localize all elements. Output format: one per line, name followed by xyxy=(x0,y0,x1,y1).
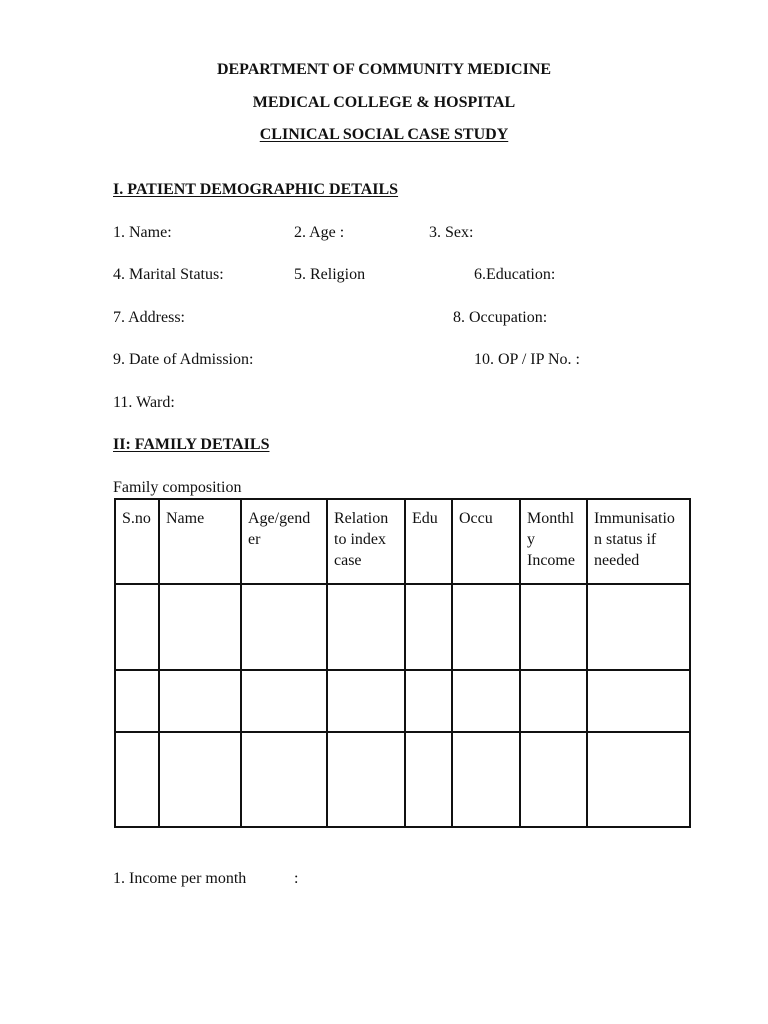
table-cell[interactable] xyxy=(115,584,159,670)
field-age-label: 2. Age : xyxy=(294,224,345,241)
field-marital-status-label: 4. Marital Status: xyxy=(113,266,224,283)
table-cell[interactable] xyxy=(587,670,690,732)
table-cell[interactable] xyxy=(405,584,452,670)
section-family-title: II: FAMILY DETAILS xyxy=(113,436,270,453)
column-header-relation: Relation to index case xyxy=(327,499,405,584)
field-religion-label: 5. Religion xyxy=(294,266,366,283)
table-cell[interactable] xyxy=(241,732,327,827)
table-cell[interactable] xyxy=(327,584,405,670)
table-cell[interactable] xyxy=(452,670,520,732)
table-cell[interactable] xyxy=(115,732,159,827)
field-occupation-label: 8. Occupation: xyxy=(453,309,548,326)
column-header-sno: S.no xyxy=(115,499,159,584)
column-header-name: Name xyxy=(159,499,241,584)
table-cell[interactable] xyxy=(159,732,241,827)
table-cell[interactable] xyxy=(452,584,520,670)
department-title: DEPARTMENT OF COMMUNITY MEDICINE xyxy=(216,61,552,78)
field-sex-label: 3. Sex: xyxy=(429,224,474,241)
table-cell[interactable] xyxy=(520,584,587,670)
table-cell[interactable] xyxy=(587,584,690,670)
column-header-monthly-income: Monthl y Income xyxy=(520,499,587,584)
table-row xyxy=(115,732,690,827)
table-row xyxy=(115,670,690,732)
section-demographic-title: I. PATIENT DEMOGRAPHIC DETAILS xyxy=(113,181,399,198)
table-row xyxy=(115,584,690,670)
case-study-title-text: CLINICAL SOCIAL CASE STUDY xyxy=(259,126,509,143)
family-composition-table xyxy=(114,498,691,828)
table-cell[interactable] xyxy=(327,670,405,732)
table-cell[interactable] xyxy=(159,670,241,732)
table-cell[interactable] xyxy=(405,670,452,732)
field-name-label: 1. Name: xyxy=(113,224,172,241)
field-address-label: 7. Address: xyxy=(113,309,185,326)
college-title: MEDICAL COLLEGE & HOSPITAL xyxy=(252,94,516,111)
field-date-of-admission-label: 9. Date of Admission: xyxy=(113,351,254,368)
column-header-immunisation: Immunisatio n status if needed xyxy=(587,499,690,584)
column-header-age-gender: Age/gend er xyxy=(241,499,327,584)
table-cell[interactable] xyxy=(452,732,520,827)
field-ward-label: 11. Ward: xyxy=(113,394,175,411)
column-header-edu: Edu xyxy=(405,499,452,584)
table-cell[interactable] xyxy=(520,732,587,827)
table-cell[interactable] xyxy=(241,670,327,732)
field-education-label: 6.Education: xyxy=(474,266,556,283)
field-op-ip-no-label: 10. OP / IP No. : xyxy=(474,351,580,368)
table-cell[interactable] xyxy=(587,732,690,827)
column-header-occu: Occu xyxy=(452,499,520,584)
family-composition-caption: Family composition xyxy=(113,479,242,496)
table-cell[interactable] xyxy=(405,732,452,827)
table-cell[interactable] xyxy=(520,670,587,732)
table-cell[interactable] xyxy=(241,584,327,670)
table-cell[interactable] xyxy=(159,584,241,670)
table-cell[interactable] xyxy=(327,732,405,827)
case-study-title xyxy=(0,125,768,145)
table-header-row xyxy=(115,499,690,584)
table-cell[interactable] xyxy=(115,670,159,732)
income-per-month-label: 1. Income per month xyxy=(113,870,247,887)
income-per-month-colon: : xyxy=(294,870,299,887)
